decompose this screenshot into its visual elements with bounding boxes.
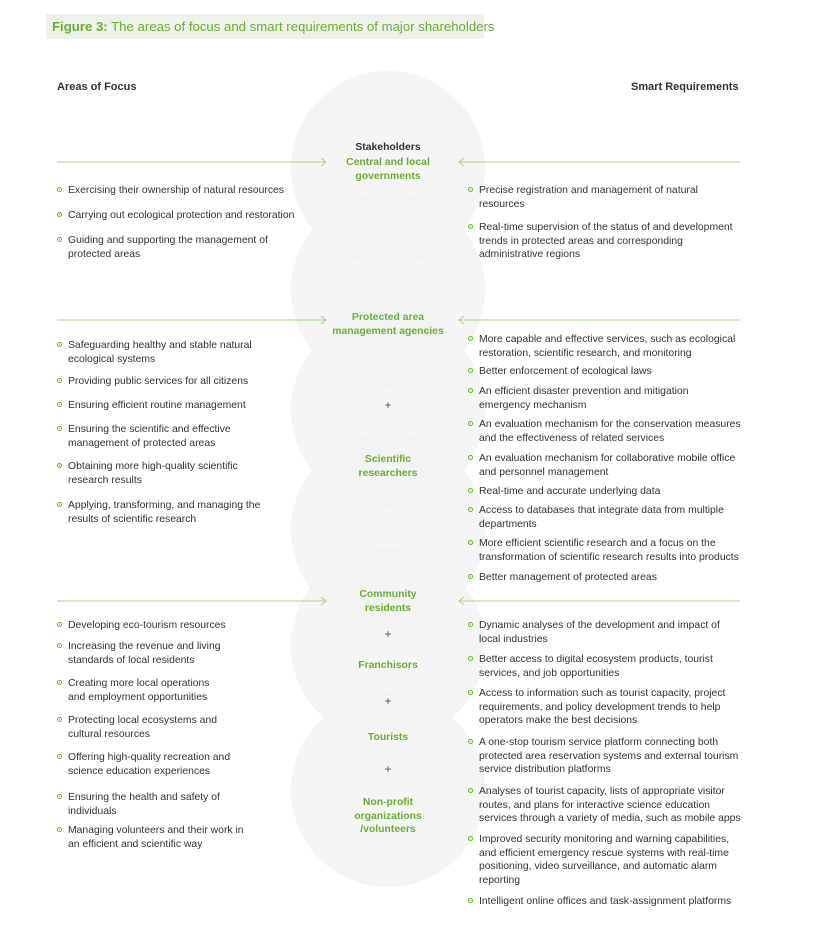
- left-g3-item-2: [57, 640, 330, 667]
- item-text-line: administrative regions: [479, 249, 581, 260]
- left-g3-item-4: [57, 714, 330, 741]
- left-g1-item-2: [57, 209, 330, 223]
- left-g3-item-3: [57, 677, 330, 704]
- bullet-icon: [468, 656, 473, 661]
- right-g2-item-4: [468, 418, 779, 445]
- item-text-line: Better management of protected areas: [479, 572, 657, 583]
- item-text-line: Creating more local operations: [68, 678, 210, 689]
- bullet-icon: [57, 754, 62, 759]
- stakeholder-governments-line-1: Central and local: [346, 157, 430, 168]
- plus-sign-2: +: [384, 627, 392, 641]
- bullet-icon: [57, 680, 62, 685]
- item-text-line: positioning, video surveillance, and automatic alarm: [479, 861, 717, 872]
- bullet-icon: [468, 788, 473, 793]
- right-g2-item-1: [468, 333, 779, 360]
- left-g2-item-1: [57, 339, 330, 366]
- bullet-icon: [468, 574, 473, 579]
- left-g2-item-4: [57, 423, 330, 450]
- item-text-line: Ensuring efficient routine management: [68, 400, 246, 411]
- item-text-line: and efficient emergency rescue systems with real-time: [479, 847, 729, 859]
- item-text-line: standards of local residents: [68, 654, 195, 666]
- item-text-line: local industries: [479, 633, 548, 645]
- left-g1-item-1: [57, 184, 330, 198]
- item-text-line: An evaluation mechanism for the conservation measures: [479, 419, 741, 430]
- item-text-line: and personnel management: [479, 466, 609, 478]
- stakeholder-tourists: Tourists: [367, 732, 409, 743]
- bullet-icon: [468, 622, 473, 627]
- right-g3-item-4: [468, 736, 779, 777]
- left-g3-item-6: [57, 791, 330, 818]
- item-text-line: ecological systems: [68, 353, 156, 365]
- bullet-icon: [468, 739, 473, 744]
- item-text-line: Real-time and accurate underlying data: [479, 486, 661, 497]
- bullet-icon: [57, 237, 62, 242]
- item-text-line: transformation of scientific research results into products: [479, 551, 739, 563]
- stakeholder-sci-line-2: researchers: [358, 467, 418, 479]
- bullet-icon: [468, 898, 473, 903]
- item-text-line: and employment opportunities: [68, 691, 208, 703]
- item-text-line: protected area reservation systems and external tourism: [479, 750, 739, 762]
- item-text-line: Ensuring the health and safety of: [68, 792, 220, 803]
- bullet-icon: [468, 540, 473, 545]
- stakeholder-pam-line-1: Protected area: [351, 312, 425, 323]
- right-g3-item-5: [468, 785, 779, 826]
- item-text-line: Applying, transforming, and managing the: [68, 500, 261, 511]
- bullet-icon: [57, 643, 62, 648]
- stakeholders-heading: Stakeholders: [355, 142, 421, 153]
- bullet-icon: [468, 421, 473, 426]
- item-text-line: Managing volunteers and their work in: [68, 825, 244, 836]
- plus-sign-4: +: [384, 762, 392, 776]
- bullet-icon: [57, 463, 62, 468]
- item-text-line: Access to information such as tourist capacity, project: [479, 688, 726, 699]
- item-text-line: More efficient scientific research and a focus on the: [479, 538, 716, 549]
- item-text-line: reporting: [479, 874, 521, 886]
- stakeholder-com-line-2: residents: [364, 602, 412, 614]
- left-g2-item-6: [57, 499, 330, 526]
- right-g2-item-3: [468, 385, 779, 412]
- right-g3-item-6: [468, 833, 779, 887]
- stakeholder-npo-line-1: Non-profit: [362, 797, 414, 808]
- item-text-line: requirements, and policy development trends to help: [479, 701, 721, 713]
- stakeholder-franchisors: Franchisors: [358, 660, 418, 671]
- stakeholder-non-profit: [318, 796, 458, 837]
- item-text-line: cultural resources: [68, 728, 151, 740]
- stakeholder-npo-line-2: organizations: [354, 810, 422, 822]
- right-column-heading: Smart Requirements: [631, 81, 739, 93]
- item-text-line: Intelligent online offices and task-assignment platforms: [479, 896, 732, 907]
- figure-title-text: The areas of focus and smart requirements of major shareholders: [111, 19, 495, 34]
- left-g3-item-1: [57, 619, 330, 633]
- item-text-line: results of scientific research: [68, 513, 197, 525]
- bullet-icon: [468, 224, 473, 229]
- bullet-icon: [57, 342, 62, 347]
- bullet-icon: [468, 336, 473, 341]
- right-g1-item-1: [468, 184, 779, 211]
- item-text-line: an efficient and scientific way: [68, 838, 203, 850]
- item-text-line: Better access to digital ecosystem products, tourist: [479, 654, 713, 665]
- item-text-line: Analyses of tourist capacity, lists of appropriate visitor: [479, 786, 725, 797]
- item-text-line: Better enforcement of ecological laws: [479, 366, 652, 377]
- right-g3-item-3: [468, 687, 779, 728]
- right-g3-item-2: [468, 653, 779, 680]
- item-text-line: emergency mechanism: [479, 399, 587, 411]
- item-text-line: Obtaining more high-quality scientific: [68, 461, 238, 472]
- bullet-icon: [468, 836, 473, 841]
- item-text-line: An efficient disaster prevention and mitigation: [479, 386, 689, 397]
- bullet-icon: [57, 622, 62, 627]
- right-g3-item-1: [468, 619, 779, 646]
- bullet-icon: [57, 827, 62, 832]
- stakeholder-community-residents: [318, 588, 458, 615]
- bullet-icon: [468, 455, 473, 460]
- item-text-line: Dynamic analyses of the development and impact of: [479, 620, 720, 631]
- right-g2-item-8: [468, 537, 779, 564]
- bullet-icon: [468, 388, 473, 393]
- bullet-icon: [468, 488, 473, 493]
- item-text-line: Exercising their ownership of natural resources: [68, 185, 284, 196]
- item-text-line: Precise registration and management of natural: [479, 185, 698, 196]
- item-text-line: A one-stop tourism service platform connecting both: [479, 737, 719, 748]
- right-g2-item-5: [468, 452, 779, 479]
- stakeholder-pam-line-2: management agencies: [332, 325, 444, 337]
- bullet-icon: [57, 187, 62, 192]
- item-text-line: departments: [479, 518, 537, 530]
- item-text-line: and the effectiveness of related services: [479, 432, 665, 444]
- left-g2-item-3: [57, 399, 330, 413]
- bullet-icon: [57, 212, 62, 217]
- stakeholder-sci-line-1: Scientific: [364, 454, 412, 465]
- stakeholder-npo-line-3: /volunteers: [360, 824, 416, 835]
- item-text-line: Providing public services for all citizens: [68, 376, 249, 387]
- right-g2-item-9: [468, 571, 779, 585]
- figure-label: Figure 3:: [52, 19, 108, 34]
- item-text-line: More capable and effective services, such as ecological: [479, 334, 736, 345]
- bullet-icon: [468, 507, 473, 512]
- item-text-line: Guiding and supporting the management of: [68, 235, 268, 246]
- left-g1-item-3: [57, 234, 330, 261]
- item-text-line: Improved security monitoring and warning capabilities,: [479, 834, 730, 845]
- left-g2-item-2: [57, 375, 330, 389]
- right-g2-item-6: [468, 485, 779, 499]
- item-text-line: management of protected areas: [68, 437, 216, 449]
- stakeholder-scientific-researchers: [318, 453, 458, 480]
- left-column-heading: Areas of Focus: [57, 81, 137, 93]
- item-text-line: Ensuring the scientific and effective: [68, 424, 231, 435]
- bullet-icon: [57, 794, 62, 799]
- item-text-line: operators make the best decisions: [479, 715, 638, 726]
- item-text-line: services, and job opportunities: [479, 667, 620, 679]
- item-text-line: routes, and plans for interactive science education: [479, 799, 711, 811]
- left-g3-item-7: [57, 824, 330, 851]
- bullet-icon: [468, 187, 473, 192]
- figure-title: [52, 19, 494, 34]
- item-text-line: individuals: [68, 805, 117, 817]
- item-text-line: Real-time supervision of the status of and development: [479, 222, 733, 233]
- item-text-line: Safeguarding healthy and stable natural: [68, 340, 252, 351]
- item-text-line: Protecting local ecosystems and: [68, 715, 218, 726]
- left-g2-item-5: [57, 460, 330, 487]
- bullet-icon: [468, 368, 473, 373]
- item-text-line: science education experiences: [68, 765, 211, 777]
- right-g2-item-2: [468, 365, 779, 379]
- bullet-icon: [57, 426, 62, 431]
- item-text-line: services through a variety of media, such as mobile apps: [479, 813, 741, 824]
- stakeholder-governments-line-2: governments: [355, 170, 421, 182]
- plus-sign-1: +: [384, 398, 392, 412]
- item-text-line: An evaluation mechanism for collaborative mobile office: [479, 453, 736, 464]
- item-text-line: Offering high-quality recreation and: [68, 752, 231, 763]
- bullet-icon: [57, 502, 62, 507]
- right-g1-item-2: [468, 221, 779, 262]
- item-text-line: Carrying out ecological protection and restoration: [68, 210, 295, 221]
- bullet-icon: [468, 690, 473, 695]
- right-g3-item-7: [468, 895, 779, 909]
- item-text-line: resources: [479, 198, 525, 210]
- item-text-line: trends in protected areas and corresponding: [479, 235, 683, 247]
- item-text-line: service distribution platforms: [479, 764, 611, 775]
- stakeholder-management-agencies: [318, 311, 458, 338]
- item-text-line: Developing eco-tourism resources: [68, 620, 226, 631]
- item-text-line: research results: [68, 474, 142, 486]
- item-text-line: Access to databases that integrate data from multiple: [479, 505, 724, 516]
- item-text-line: Increasing the revenue and living: [68, 641, 221, 652]
- item-text-line: protected areas: [68, 248, 141, 260]
- stakeholder-governments: [318, 156, 458, 183]
- bullet-icon: [57, 378, 62, 383]
- plus-sign-3: +: [384, 694, 392, 708]
- bullet-icon: [57, 717, 62, 722]
- left-g3-item-5: [57, 751, 330, 778]
- item-text-line: restoration, scientific research, and monitoring: [479, 347, 692, 359]
- bullet-icon: [57, 402, 62, 407]
- stakeholder-com-line-1: Community: [359, 589, 417, 600]
- right-g2-item-7: [468, 504, 779, 531]
